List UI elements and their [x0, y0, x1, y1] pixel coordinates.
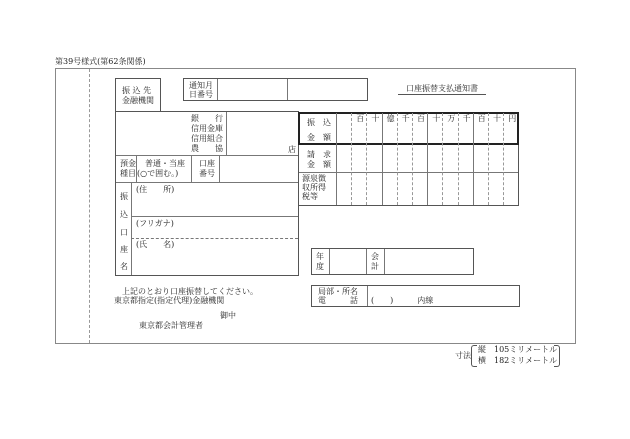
- digit-unit-label: 千: [401, 114, 410, 123]
- digit-unit-label: 百: [417, 114, 425, 123]
- digit-divider: [488, 113, 489, 205]
- notice-number-box: [183, 78, 368, 101]
- tax-label-2: 収所得: [302, 183, 326, 192]
- size-height: 縦 105ミリメートル: [478, 345, 558, 354]
- digit-unit-label: 億: [386, 114, 395, 123]
- transfer-amount-label-1: 振 込: [307, 118, 331, 127]
- year-label-2: 度: [316, 262, 324, 271]
- billed-amount-label-2: 金 額: [307, 160, 331, 169]
- digit-divider: [503, 113, 504, 205]
- amount-table: [298, 112, 519, 206]
- digit-divider: [442, 113, 443, 205]
- digit-unit-label: 百: [356, 114, 365, 123]
- payee-bank-label-1: 振 込 先: [122, 86, 152, 95]
- digit-divider: [351, 113, 352, 205]
- notice-label-2: 日番号: [189, 90, 213, 99]
- digit-unit-label: 万: [447, 114, 456, 123]
- digit-divider: [397, 113, 398, 205]
- request-text: 上記のとおり口座振替してください。: [122, 287, 258, 296]
- address-label: (住 所): [136, 185, 175, 194]
- account-name-char-4: 座: [120, 245, 128, 254]
- sender-text: 東京都会計管理者: [139, 321, 203, 330]
- account-label-2: 計: [371, 262, 379, 271]
- branch-label: 店: [288, 145, 296, 154]
- name-label: (氏 名): [136, 240, 175, 249]
- billed-amount-label-1: 請 求: [307, 150, 331, 159]
- notice-label-1: 通知月: [189, 81, 213, 90]
- account-number-label-1: 口座: [199, 159, 215, 168]
- transfer-amount-label-2: 金 額: [307, 133, 331, 142]
- digit-divider: [427, 113, 428, 205]
- account-name-char-5: 名: [120, 262, 128, 271]
- account-label-1: 会: [371, 252, 379, 261]
- cut-line: [89, 69, 90, 343]
- deposit-type-option-2: (○で囲む。): [137, 169, 179, 178]
- furigana-label: (フリガナ): [136, 219, 174, 228]
- digit-divider: [382, 113, 383, 205]
- onchu-text: 御中: [220, 311, 236, 320]
- account-name-char-2: 込: [120, 210, 128, 219]
- account-number-label-2: 番号: [199, 169, 215, 178]
- bank-type-bank: 銀 行: [191, 114, 223, 123]
- bank-type-shinkin: 信用金庫: [191, 124, 223, 133]
- bank-account-block: [115, 111, 299, 276]
- brace-left: [471, 345, 477, 367]
- size-label: 寸法: [455, 351, 471, 360]
- form-caption: 第39号様式(第62条関係): [55, 57, 146, 66]
- digit-unit-label: 円: [508, 114, 517, 123]
- digit-divider: [473, 113, 474, 205]
- digit-divider: [366, 113, 367, 205]
- digit-unit-label: 百: [477, 114, 486, 123]
- tax-label-3: 税等: [302, 192, 318, 201]
- deposit-type-label-2: 種目: [120, 169, 136, 178]
- digit-unit-label: 十: [371, 114, 380, 123]
- payee-bank-label-2: 金融機関: [122, 96, 154, 105]
- digit-divider: [458, 113, 459, 205]
- digit-unit-label: 千: [462, 114, 471, 123]
- digit-unit-label: 十: [432, 114, 441, 123]
- bank-type-kumiai: 信用組合: [191, 134, 223, 143]
- recipient-text: 東京都指定(指定代理)金融機関: [114, 296, 225, 305]
- department-label: 局部・所名: [318, 287, 358, 296]
- deposit-type-option-1: 普通・当座: [145, 159, 185, 168]
- bank-type-nokyo: 農 協: [191, 144, 223, 153]
- account-name-char-1: 振: [120, 192, 128, 201]
- department-phone-box: [311, 285, 520, 307]
- year-account-box: [311, 248, 474, 275]
- phone-value: ( ) 内線: [371, 296, 434, 305]
- digit-divider: [412, 113, 413, 205]
- form-title: 口座振替支払通知書: [398, 84, 486, 95]
- phone-label: 電 話: [318, 296, 358, 305]
- deposit-type-label-1: 預金: [120, 159, 136, 168]
- account-name-char-3: 口: [120, 228, 128, 237]
- payee-bank-label-box: [115, 78, 161, 112]
- digit-unit-label: 十: [493, 114, 501, 123]
- digit-divider: [336, 113, 337, 205]
- year-label-1: 年: [316, 252, 324, 261]
- size-width: 横 182ミリメートル: [478, 356, 558, 365]
- tax-label-1: 源泉徴: [302, 174, 326, 183]
